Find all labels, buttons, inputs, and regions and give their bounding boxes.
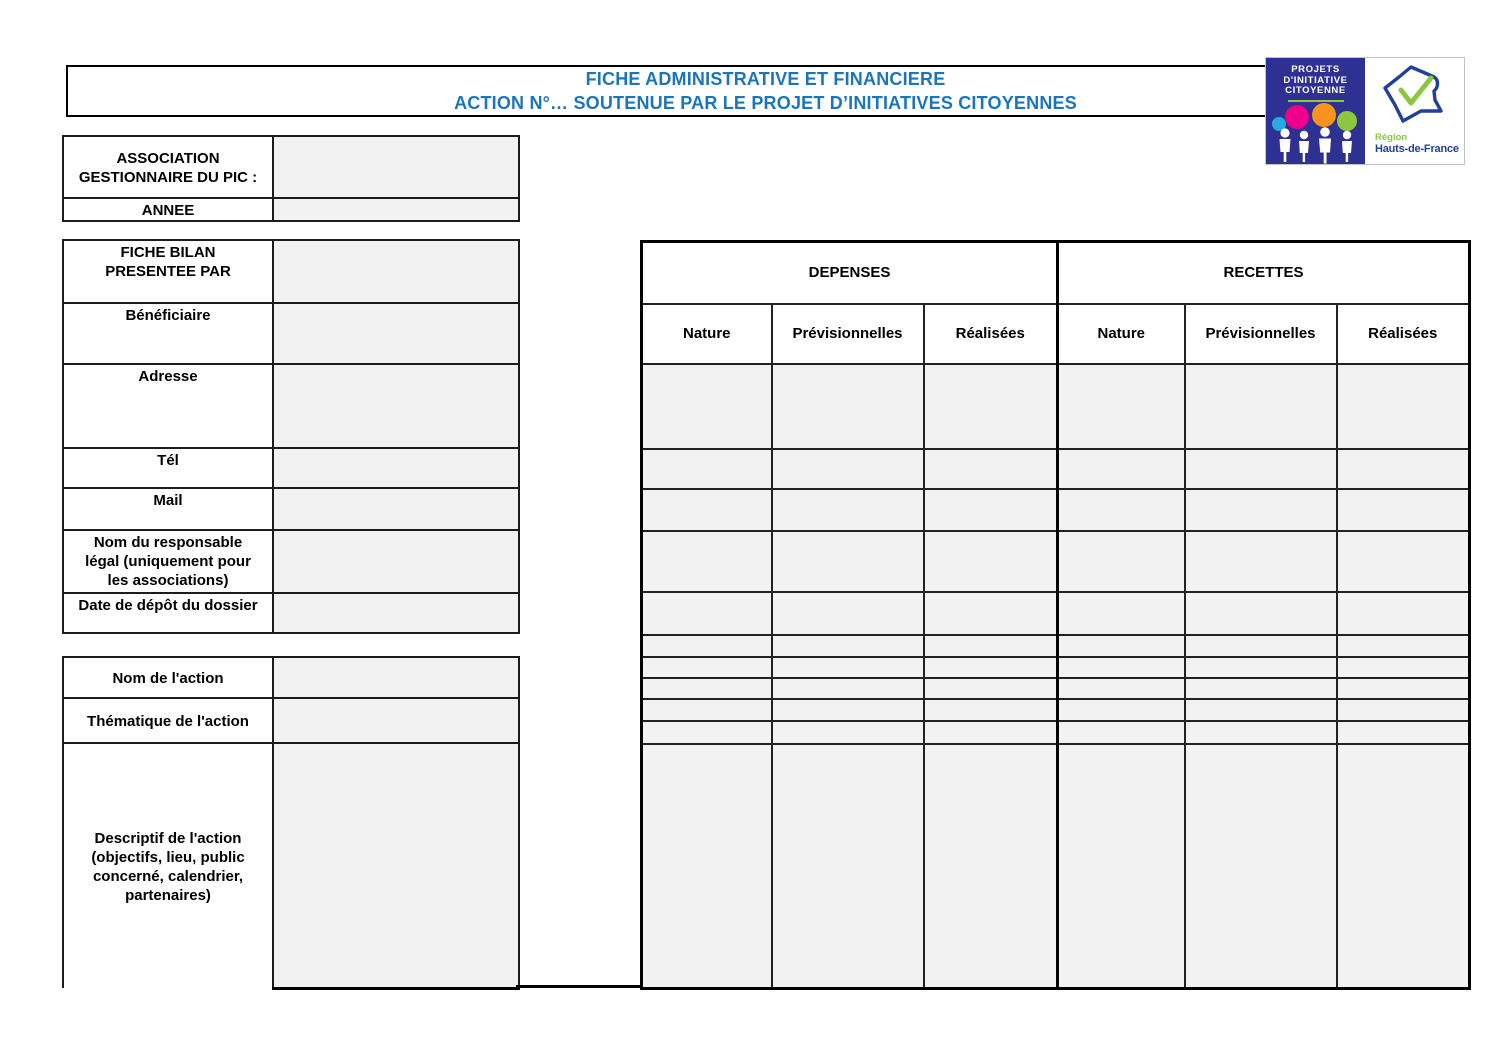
mail-input[interactable] — [273, 488, 519, 530]
budget-cell[interactable] — [1337, 657, 1470, 678]
responsable-label: Nom du responsable légal (uniquement pour les associations) — [85, 534, 251, 589]
budget-table — [640, 240, 1471, 990]
budget-cell[interactable] — [1185, 531, 1337, 592]
budget-cell[interactable] — [1337, 489, 1470, 531]
nom-action-label: Nom de l'action — [112, 670, 224, 687]
action-block — [62, 656, 520, 990]
budget-cell[interactable] — [1058, 592, 1185, 635]
pic-logo-text-1: PROJETS — [1291, 64, 1340, 75]
descriptif-input[interactable] — [273, 743, 519, 988]
budget-cell[interactable] — [924, 592, 1058, 635]
budget-cell[interactable] — [1337, 592, 1470, 635]
budget-cell[interactable] — [924, 364, 1058, 449]
thematique-input[interactable] — [273, 698, 519, 743]
budget-cell[interactable] — [1337, 531, 1470, 592]
budget-cell[interactable] — [772, 699, 924, 721]
association-block — [62, 135, 520, 222]
budget-cell[interactable] — [642, 657, 772, 678]
budget-cell[interactable] — [1337, 678, 1470, 699]
budget-cell[interactable] — [1185, 449, 1337, 489]
budget-row — [642, 721, 1470, 744]
association-input[interactable] — [273, 136, 519, 198]
thematique-label: Thématique de l'action — [87, 713, 249, 730]
budget-cell[interactable] — [1337, 364, 1470, 449]
col-header-recettes-nature: Nature — [1058, 304, 1185, 364]
budget-cell[interactable] — [1185, 489, 1337, 531]
adresse-input[interactable] — [273, 364, 519, 448]
budget-cell[interactable] — [1058, 657, 1185, 678]
budget-cell[interactable] — [772, 657, 924, 678]
budget-cell[interactable] — [924, 635, 1058, 657]
budget-row — [642, 592, 1470, 635]
budget-cell[interactable] — [1337, 699, 1470, 721]
region-name: Hauts-de-France — [1375, 143, 1459, 155]
beneficiaire-label: Bénéficiaire — [125, 307, 211, 324]
recettes-header: RECETTES — [1058, 242, 1470, 304]
budget-row — [642, 657, 1470, 678]
budget-cell[interactable] — [1185, 699, 1337, 721]
budget-cell[interactable] — [642, 531, 772, 592]
budget-cell[interactable] — [924, 449, 1058, 489]
region-label: Région — [1375, 132, 1408, 143]
budget-cell[interactable] — [772, 678, 924, 699]
budget-cell[interactable] — [1058, 635, 1185, 657]
budget-cell[interactable] — [1337, 721, 1470, 744]
pic-logo-text-3: CITOYENNE — [1285, 85, 1346, 96]
budget-cell[interactable] — [642, 678, 772, 699]
date-depot-input[interactable] — [273, 593, 519, 633]
budget-row — [642, 678, 1470, 699]
budget-cell[interactable] — [642, 489, 772, 531]
budget-cell[interactable] — [1185, 657, 1337, 678]
budget-cell[interactable] — [642, 449, 772, 489]
budget-cell[interactable] — [1058, 699, 1185, 721]
budget-cell[interactable] — [1058, 449, 1185, 489]
budget-cell[interactable] — [642, 721, 772, 744]
budget-row — [642, 489, 1470, 531]
tel-label: Tél — [157, 452, 179, 469]
budget-cell[interactable] — [1058, 489, 1185, 531]
budget-cell[interactable] — [924, 721, 1058, 744]
bottom-border-segment — [516, 985, 642, 988]
region-logo — [1265, 57, 1465, 165]
mail-label: Mail — [153, 492, 183, 509]
col-header-depenses-previsionnelles: Prévisionnelles — [772, 304, 924, 364]
budget-cell[interactable] — [642, 592, 772, 635]
title-line-1: FICHE ADMINISTRATIVE ET FINANCIERE — [585, 69, 946, 89]
date-depot-label: Date de dépôt du dossier — [78, 597, 258, 614]
beneficiaire-input[interactable] — [273, 303, 519, 364]
budget-cell[interactable] — [1337, 635, 1470, 657]
responsable-input[interactable] — [273, 530, 519, 593]
col-header-depenses-realisees: Réalisées — [924, 304, 1058, 364]
budget-row — [642, 531, 1470, 592]
budget-cell[interactable] — [1185, 678, 1337, 699]
fiche-bilan-input[interactable] — [273, 240, 519, 303]
budget-cell[interactable] — [772, 635, 924, 657]
annee-label: ANNEE — [141, 202, 195, 219]
pic-logo-panel — [1266, 58, 1365, 164]
budget-row — [642, 364, 1470, 449]
descriptif-label: Descriptif de l'action (objectifs, lieu, public concerné, calendrier, partenaires) — [91, 830, 245, 904]
depenses-header: DEPENSES — [642, 242, 1058, 304]
budget-cell[interactable] — [1185, 592, 1337, 635]
col-header-recettes-realisees: Réalisées — [1337, 304, 1470, 364]
hauts-de-france-panel — [1365, 58, 1464, 164]
budget-cell[interactable] — [924, 489, 1058, 531]
budget-cell[interactable] — [772, 744, 924, 989]
budget-cell[interactable] — [642, 364, 772, 449]
france-map-icon — [1382, 63, 1448, 127]
budget-cell[interactable] — [1185, 721, 1337, 744]
budget-cell[interactable] — [924, 678, 1058, 699]
col-header-depenses-nature: Nature — [642, 304, 772, 364]
budget-cell[interactable] — [924, 657, 1058, 678]
col-header-recettes-previsionnelles: Prévisionnelles — [1185, 304, 1337, 364]
budget-cell[interactable] — [1337, 744, 1470, 989]
budget-cell[interactable] — [924, 744, 1058, 989]
people-balloons-icon — [1267, 102, 1365, 164]
budget-row — [642, 699, 1470, 721]
annee-input[interactable] — [273, 198, 519, 221]
title-line-2: ACTION N°… SOUTENUE PAR LE PROJET D’INITIATIVES CITOYENNES — [454, 93, 1077, 113]
budget-cell[interactable] — [1058, 744, 1185, 989]
budget-cell[interactable] — [924, 699, 1058, 721]
title-box — [66, 65, 1465, 117]
adresse-label: Adresse — [138, 368, 198, 385]
budget-cell[interactable] — [772, 364, 924, 449]
budget-cell[interactable] — [772, 592, 924, 635]
budget-cell[interactable] — [642, 635, 772, 657]
budget-row — [642, 744, 1470, 989]
pic-logo-text-2: D'INITIATIVE — [1283, 74, 1348, 86]
budget-cell[interactable] — [642, 699, 772, 721]
budget-cell[interactable] — [642, 744, 772, 989]
tel-input[interactable] — [273, 448, 519, 488]
budget-row — [642, 449, 1470, 489]
budget-cell[interactable] — [1058, 678, 1185, 699]
budget-cell[interactable] — [1058, 364, 1185, 449]
budget-cell[interactable] — [1185, 635, 1337, 657]
budget-cell[interactable] — [1185, 364, 1337, 449]
budget-cell[interactable] — [772, 721, 924, 744]
budget-cell[interactable] — [924, 531, 1058, 592]
budget-cell[interactable] — [772, 489, 924, 531]
association-label: ASSOCIATION GESTIONNAIRE DU PIC : — [78, 150, 258, 186]
budget-cell[interactable] — [772, 531, 924, 592]
beneficiaire-block — [62, 239, 520, 634]
budget-cell[interactable] — [1058, 531, 1185, 592]
nom-action-input[interactable] — [273, 657, 519, 698]
budget-cell[interactable] — [1058, 721, 1185, 744]
budget-row — [642, 635, 1470, 657]
budget-cell[interactable] — [1185, 744, 1337, 989]
budget-cell[interactable] — [1337, 449, 1470, 489]
fiche-bilan-label: FICHE BILAN PRESENTEE PAR — [105, 244, 231, 280]
budget-cell[interactable] — [772, 449, 924, 489]
